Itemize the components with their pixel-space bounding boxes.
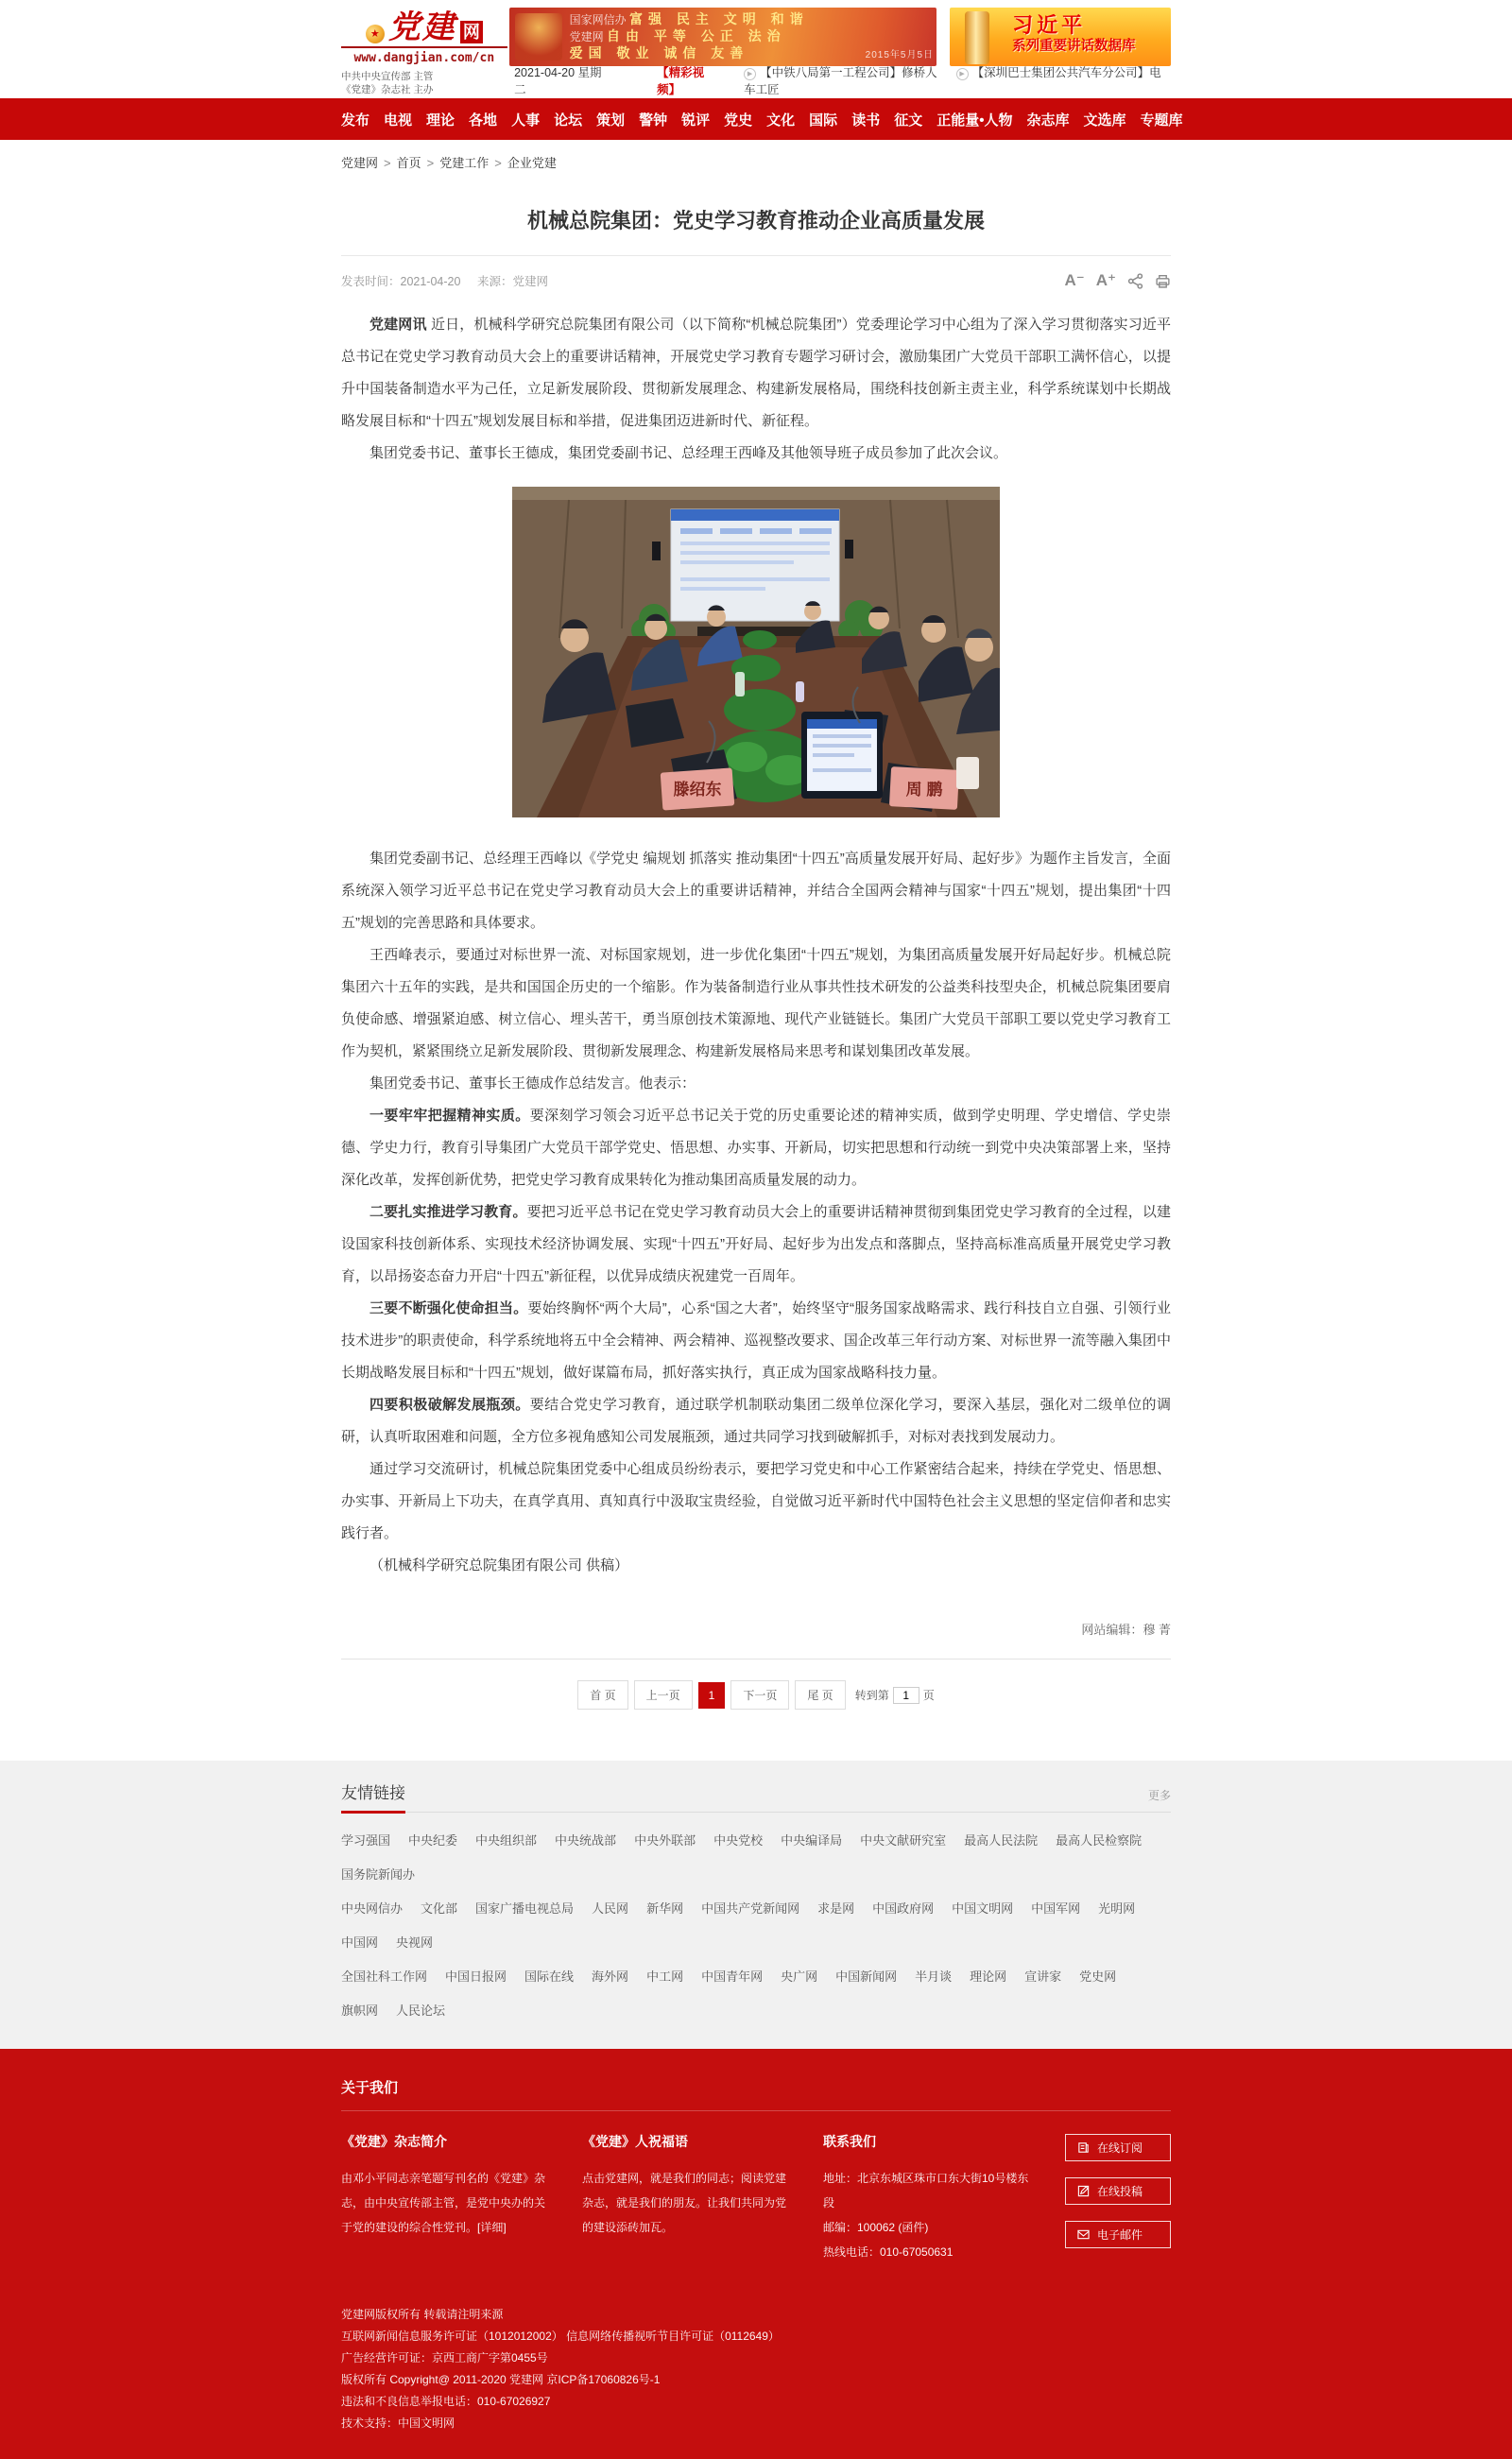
email-button[interactable]: 电子邮件	[1065, 2221, 1171, 2248]
logo-text: 党建	[387, 9, 456, 46]
goto-page-input[interactable]	[893, 1687, 919, 1704]
nav-item-1[interactable]: 发布	[341, 112, 370, 129]
legal-line: 互联网新闻信息服务许可证（1012012002） 信息网络传播视听节目许可证（0112649）	[341, 2330, 780, 2343]
article-paragraph: 集团党委副书记、总经理王西峰以《学党史 编规划 抓落实 推动集团“十四五”高质量发展开好局、起好步》为题作主旨发言，全面系统深入领学习近平总书记在党史学习教育动员大会上的重要讲话精神，并结合全国两会精神与国家“十四五”规划，提出集团“十四五”规划的完善思路和具体要求。	[341, 851, 1171, 931]
goto-label: 转到第	[854, 1689, 889, 1702]
pagination-last-button[interactable]: 尾 页	[795, 1680, 845, 1710]
friend-link[interactable]: 新华网	[646, 1901, 684, 1916]
friend-link[interactable]: 旗帜网	[341, 2003, 379, 2018]
tiananmen-graphic	[515, 13, 562, 60]
friend-link[interactable]: 最高人民检察院	[1056, 1833, 1143, 1848]
video-link[interactable]: 【深圳巴士集团公共汽车分公司】电车工匠	[744, 66, 1161, 96]
nav-item-3[interactable]: 理论	[426, 112, 455, 129]
friend-link[interactable]: 央广网	[781, 1969, 818, 1984]
friend-link[interactable]: 国家广播电视总局	[475, 1901, 575, 1916]
banner-right-title: 习近平	[1012, 13, 1087, 38]
article-paragraphs-bottom	[341, 843, 1171, 1582]
breadcrumb-separator: >	[384, 156, 391, 170]
friend-link[interactable]: 中央文献研究室	[860, 1833, 947, 1848]
footer-col-magazine: 《党建》杂志简介 由邓小平同志亲笔题写刊名的《党建》杂志，由中央宣传部主管，是党中央办的关于党的建设的综合性党刊。[详细]	[341, 2134, 546, 2234]
friend-links-row-2	[341, 1892, 1171, 1960]
friend-link[interactable]: 中工网	[646, 1969, 684, 1984]
nav-item-11[interactable]: 文化	[766, 112, 796, 129]
friend-link[interactable]: 中央纪委	[408, 1833, 458, 1848]
nav-item-16[interactable]: 杂志库	[1026, 112, 1070, 129]
book-icon	[1077, 2141, 1090, 2154]
friend-link[interactable]: 中国青年网	[701, 1969, 764, 1984]
friend-links-row-1	[341, 1824, 1171, 1892]
party-emblem-icon: ★	[366, 25, 385, 43]
pagination-prev-button[interactable]: 上一页	[634, 1680, 693, 1710]
article-paragraph: （机械科学研究总院集团有限公司 供稿）	[369, 1557, 629, 1573]
friend-link[interactable]: 央视网	[396, 1935, 434, 1950]
site-header	[0, 0, 1512, 95]
subscribe-button[interactable]: 在线订阅	[1065, 2134, 1171, 2161]
article-paragraph: 二要扎实推进学习教育。要把习近平总书记在党史学习教育动员大会上的重要讲话精神贯彻到集团党史学习教育的全过程，以建设国家科技创新体系、实现技术经济协调发展、实现“十四五”开好局、起好步为出发点和落脚点，坚持高标准高质量开展党史学习教育，以昂扬姿态奋力开启“十四五”新征程，以优异成绩庆祝建党一百周年。	[341, 1204, 1171, 1284]
article-paragraph: 一要牢牢把握精神实质。要深刻学习领会习近平总书记关于党的历史重要论述的精神实质，做到学史明理、学史增信、学史崇德、学史力行，教育引导集团广大党员干部学党史、悟思想、办实事、开新局，切实把思想和行动统一到党中央决策部署上来，坚持深化改革，发挥创新优势，把党史学习教育成果转化为推动集团高质量发展的动力。	[341, 1108, 1171, 1188]
legal-line: 技术支持：中国文明网	[341, 2416, 455, 2430]
banner-gov-text: 国家网信办	[569, 13, 627, 26]
footer-col-wishes: 《党建》人祝福语 点击党建网，就是我们的同志；阅读党建杂志，就是我们的朋友。让我们共同为党的建设添砖加瓦。	[582, 2134, 787, 2234]
friend-link[interactable]: 中国文明网	[952, 1901, 1014, 1916]
nav-item-6[interactable]: 论坛	[554, 112, 583, 129]
values-row3: 爱国 敬业 诚信 友善	[569, 45, 749, 60]
nav-item-14[interactable]: 征文	[894, 112, 923, 129]
footer-about-title: 关于我们	[341, 2077, 1171, 2111]
breadcrumb-item-3[interactable]: 党建工作	[439, 156, 490, 170]
values-row1: 富强 民主 文明 和谐	[629, 11, 809, 26]
share-icon[interactable]	[1127, 273, 1143, 289]
xi-speech-database-banner[interactable]	[950, 8, 1171, 66]
breadcrumb-item-2[interactable]: 首页	[396, 156, 421, 170]
values-row2: 自由 平等 公正 法治	[607, 28, 786, 43]
friend-links-row-3	[341, 1960, 1171, 2028]
play-icon: ▶	[956, 68, 969, 80]
friend-link[interactable]: 学习强国	[341, 1833, 391, 1848]
friend-link[interactable]: 中央编译局	[781, 1833, 843, 1848]
submit-article-button[interactable]: 在线投稿	[1065, 2177, 1171, 2205]
article-paragraph: 集团党委书记、董事长王德成，集团党委副书记、总经理王西峰及其他领导班子成员参加了此次会议。	[369, 445, 1008, 461]
name-card-1: 滕绍东	[673, 781, 722, 799]
friend-link[interactable]: 中国政府网	[872, 1901, 935, 1916]
huabiao-pillar-graphic	[965, 11, 989, 64]
friend-link[interactable]: 国际在线	[524, 1969, 575, 1984]
logo-wang-badge: 网	[460, 21, 483, 43]
legal-line: 违法和不良信息举报电话：010-67026927	[341, 2395, 551, 2408]
goto-suffix: 页	[922, 1689, 935, 1702]
publish-time: 发表时间：2021-04-20	[341, 275, 461, 288]
friend-link[interactable]: 宣讲家	[1024, 1969, 1062, 1984]
video-links	[744, 63, 1171, 97]
friend-link[interactable]: 光明网	[1098, 1901, 1136, 1916]
nav-item-17[interactable]: 文选库	[1083, 112, 1126, 129]
pagination-current-page[interactable]: 1	[698, 1682, 726, 1709]
article-paragraph: 党建网讯 近日，机械科学研究总院集团有限公司（以下简称“机械总院集团”）党委理论学习中心组为了深入学习贯彻落实习近平总书记在党史学习教育动员大会上的重要讲话精神，开展党史学习教育专题学习研讨会，激励集团广大党员干部职工满怀信心，以提升中国装备制造水平为己任，立足新发展阶段、贯彻新发展理念、构建新发展格局，围绕科技创新主责主业，科学系统谋划中长期战略发展目标和“十四五”规划发展目标和举措，促进集团迈进新时代、新征程。	[341, 317, 1172, 429]
banner-site-text: 党建网	[569, 30, 604, 43]
friend-link[interactable]: 文化部	[421, 1901, 458, 1916]
play-icon: ▶	[744, 68, 756, 80]
nav-item-15[interactable]: 正能量•人物	[936, 112, 1013, 129]
article-paragraph: 王西峰表示，要通过对标世界一流、对标国家规划，进一步优化集团“十四五”规划，为集团高质量发展开好局起好步。机械总院集团六十五年的实践，是共和国国企历史的一个缩影。作为装备制造行业从事共性技术研发的公益类科技型央企，机械总院集团要肩负使命感、增强紧迫感、树立信心、埋头苦干，勇当原创技术策源地、现代产业链链长。集团广大党员干部职工要以党史学习教育工作为契机，紧紧围绕立足新发展阶段、贯彻新发展理念、构建新发展格局来思考和谋划集团改革发展。	[341, 947, 1171, 1059]
friend-links-more[interactable]: 更多	[1147, 1789, 1171, 1802]
friend-links-underline	[341, 1811, 405, 1814]
banner-date: 2015年5月5日	[865, 50, 935, 60]
video-section-label[interactable]: 【精彩视频】	[657, 66, 705, 96]
contact-postcode: 邮编：100062 (函件)	[823, 2221, 929, 2234]
article	[341, 181, 1171, 1747]
print-icon[interactable]	[1155, 273, 1171, 289]
friend-link[interactable]: 人民论坛	[396, 2003, 446, 2018]
article-paragraph: 四要积极破解发展瓶颈。要结合党史学习教育，通过联学机制联动集团二级单位深化学习，要深入基层，强化对二级单位的调研，认真听取困难和问题，全方位多视角感知公司发展瓶颈，通过共同学习找到破解抓手，对标对表找到发展动力。	[341, 1397, 1171, 1445]
friend-link[interactable]: 中央外联部	[634, 1833, 696, 1848]
nav-item-10[interactable]: 党史	[724, 112, 753, 129]
article-photo	[512, 487, 1000, 822]
footer-legal	[341, 2264, 1171, 2434]
friend-links-section	[0, 1761, 1512, 2049]
contact-hotline: 热线电话：010-67050631	[823, 2245, 954, 2259]
envelope-icon	[1077, 2228, 1090, 2241]
contact-address: 地址：北京东城区珠市口东大街10号楼东段	[823, 2172, 1029, 2210]
nav-item-9[interactable]: 锐评	[681, 112, 711, 129]
nav-item-18[interactable]: 专题库	[1140, 112, 1183, 129]
pagination-next-button[interactable]: 下一页	[730, 1680, 789, 1710]
breadcrumb-separator: >	[426, 156, 435, 170]
video-link[interactable]: 【中铁八局第一工程公司】修桥人	[760, 66, 937, 79]
nav-item-4[interactable]: 各地	[469, 112, 498, 129]
friend-link[interactable]: 党史网	[1079, 1969, 1117, 1984]
current-date: 2021-04-20 星期二	[514, 66, 602, 96]
breadcrumb-item-1[interactable]: 党建网	[341, 156, 379, 170]
friend-link[interactable]: 求是网	[817, 1901, 855, 1916]
pagination-first-button[interactable]: 首 页	[577, 1680, 627, 1710]
friend-link[interactable]: 海外网	[592, 1969, 629, 1984]
friend-link[interactable]: 人民网	[592, 1901, 629, 1916]
nav-item-7[interactable]: 策划	[596, 112, 626, 129]
friend-link[interactable]: 中国军网	[1031, 1901, 1081, 1916]
friend-link[interactable]: 中央组织部	[475, 1833, 538, 1848]
pagination	[341, 1659, 1171, 1747]
site-footer	[0, 2049, 1512, 2459]
footer-col-contact: 联系我们 地址：北京东城区珠市口东大街10号楼东段 邮编：100062 (函件) 热线电话：010-67050631	[823, 2132, 1064, 2264]
name-card-2: 周 鹏	[905, 781, 943, 799]
main-nav	[0, 98, 1512, 140]
friend-link[interactable]: 半月谈	[915, 1969, 953, 1984]
friend-link[interactable]: 中央网信办	[341, 1901, 404, 1916]
friend-link[interactable]: 中央党校	[713, 1833, 764, 1848]
core-values-banner[interactable]	[509, 8, 937, 66]
article-paragraph: 集团党委书记、董事长王德成作总结发言。他表示：	[369, 1075, 696, 1092]
legal-line: 版权所有 Copyright@ 2011-2020 党建网 京ICP备17060826号-1	[341, 2373, 661, 2386]
breadcrumb-item-4[interactable]: 企业党建	[507, 156, 557, 170]
nav-item-8[interactable]: 警钟	[639, 112, 668, 129]
nav-item-2[interactable]: 电视	[384, 112, 413, 129]
article-source: 来源：党建网	[476, 275, 548, 288]
article-paragraph: 通过学习交流研讨，机械总院集团党委中心组成员纷纷表示，要把学习党史和中心工作紧密结合起来，持续在学党史、悟思想、办实事、开新局上下功夫，在真学真用、真知真行中汲取宝贵经验，自觉做习近平新时代中国特色社会主义思想的坚定信仰者和忠实践行者。	[341, 1461, 1171, 1541]
friend-link[interactable]: 国务院新闻办	[341, 1867, 416, 1882]
site-url: www.dangjian.com/cn	[353, 51, 495, 65]
breadcrumb	[341, 140, 1171, 181]
banner-right-subtitle: 系列重要讲话数据库	[1012, 39, 1136, 54]
friend-link[interactable]: 中国共产党新闻网	[701, 1901, 800, 1916]
nav-item-13[interactable]: 读书	[851, 112, 881, 129]
friend-link[interactable]: 最高人民法院	[964, 1833, 1039, 1848]
article-paragraphs-top	[341, 309, 1171, 470]
sponsor-lines: 中共中央宣传部 主管 《党建》杂志社 主办	[341, 70, 434, 95]
friend-link[interactable]: 全国社科工作网	[341, 1969, 428, 1984]
article-paragraph: 三要不断强化使命担当。要始终胸怀“两个大局”，心系“国之大者”，始终坚守“服务国家战略需求、践行科技自立自强、引领行业技术进步”的职责使命，科学系统地将五中全会精神、两会精神、巡视整改要求、国企改革三年行动方案、对标世界一流等融入集团中长期战略发展目标和“十四五”规划，做好谋篇布局，抓好落实执行，真正成为国家战略科技力量。	[341, 1300, 1171, 1381]
page-title: 机械总院集团：党史学习教育推动企业高质量发展	[526, 209, 985, 232]
site-logo[interactable]	[341, 8, 507, 65]
nav-item-5[interactable]: 人事	[511, 112, 541, 129]
friend-link[interactable]: 中国网	[341, 1935, 379, 1950]
legal-line: 党建网版权所有 转载请注明来源	[341, 2308, 504, 2321]
friend-link[interactable]: 中国日报网	[445, 1969, 507, 1984]
nav-item-12[interactable]: 国际	[809, 112, 838, 129]
friend-link[interactable]: 中央统战部	[555, 1833, 617, 1848]
font-increase-button[interactable]: A⁺	[1095, 271, 1116, 289]
friend-links-title: 友情链接	[341, 1784, 405, 1802]
friend-link[interactable]: 理论网	[970, 1969, 1007, 1984]
article-meta	[341, 272, 561, 289]
breadcrumb-separator: >	[494, 156, 502, 170]
pencil-icon	[1077, 2185, 1090, 2197]
font-decrease-button[interactable]: A⁻	[1064, 271, 1085, 289]
friend-link[interactable]: 中国新闻网	[835, 1969, 898, 1984]
legal-line: 广告经营许可证：京西工商广字第0455号	[341, 2351, 548, 2364]
site-editor: 网站编辑：穆 菁	[1081, 1623, 1171, 1637]
